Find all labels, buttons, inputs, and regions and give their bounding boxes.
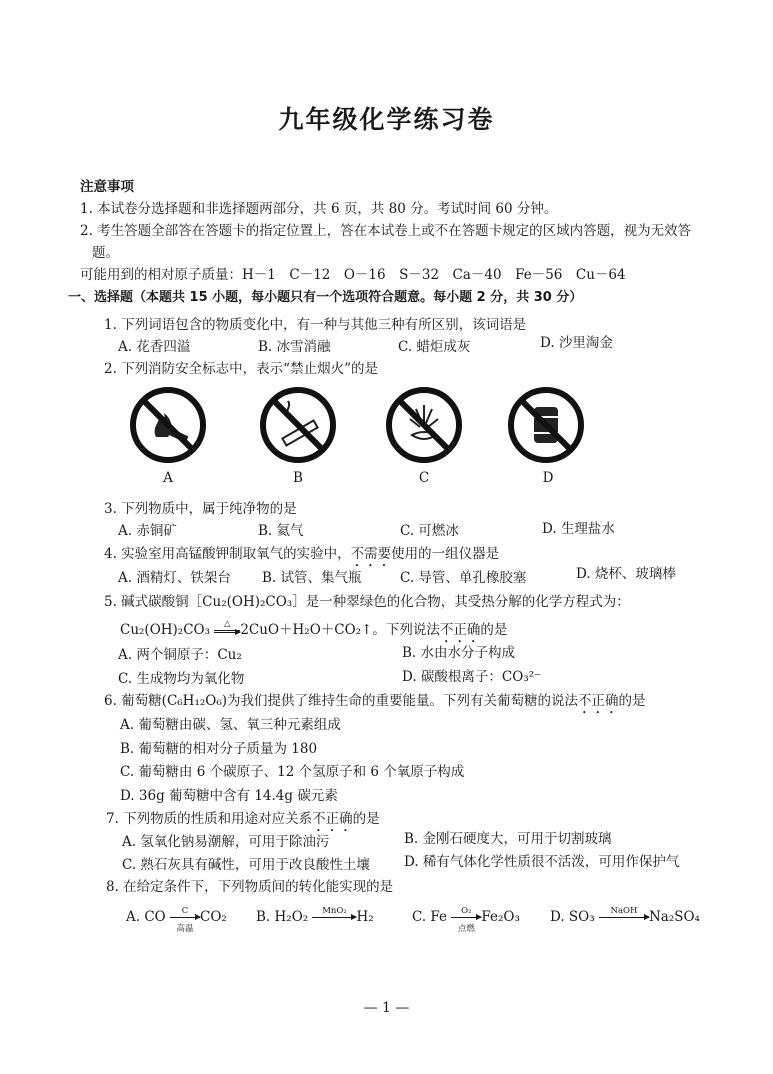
reaction-arrow-b: MnO₂ [312, 912, 356, 924]
page-number: — 1 — [363, 1000, 410, 1016]
question-7-stem: 7. 下列物质的性质和用途对应关系不正确的是 [106, 811, 380, 827]
q4-option-d: D. 烧杯、玻璃棒 [576, 566, 676, 582]
sign-label-a: A [163, 470, 173, 486]
q4-option-c: C. 导管、单孔橡胶塞 [400, 570, 527, 586]
q5-option-d: D. 碳酸根离子：CO₃²⁻ [402, 669, 542, 685]
question-3-stem: 3. 下列物质中，属于纯净物的是 [104, 501, 297, 517]
q1-option-c: C. 蜡炬成灰 [398, 339, 471, 355]
no-flame-burning-sign-icon [128, 385, 208, 465]
q1-option-d: D. 沙里淘金 [540, 335, 613, 351]
q3-option-a: A. 赤铜矿 [118, 523, 177, 539]
q8-option-c: C. Fe O₂ 点燃 Fe₂O₃ [412, 905, 520, 934]
q1-option-a: A. 花香四溢 [118, 339, 191, 355]
q6-option-c: C. 葡萄糖由 6 个碳原子、12 个氢原子和 6 个氧原子构成 [120, 764, 465, 780]
q7-option-b: B. 金刚石硬度大，可用于切割玻璃 [404, 831, 612, 847]
q5-equation: Cu₂(OH)₂CO₃ △ 2CuO＋H₂O＋CO₂↑。下列说法不正确的是 [120, 618, 508, 638]
q4-option-b: B. 试管、集气瓶 [262, 570, 362, 586]
q3-option-c: C. 可燃冰 [400, 523, 459, 539]
atomic-masses: 可能用到的相对原子质量：H－1 C－12 O－16 S－32 Ca－40 Fe－56 Cu－64 [80, 267, 626, 283]
q8-option-d: D. SO₃ NaOH Na₂SO₄ [550, 905, 700, 925]
q6-option-a: A. 葡萄糖由碳、氢、氧三种元素组成 [120, 717, 341, 733]
q3-option-b: B. 氦气 [258, 523, 304, 539]
q3-option-d: D. 生理盐水 [542, 521, 615, 537]
q6-option-d: D. 36g 葡萄糖中含有 14.4g 碳元素 [120, 788, 338, 804]
q8-option-a: A. CO C 高温 CO₂ [126, 905, 227, 934]
no-smoking-sign-icon [258, 385, 338, 465]
q5-option-b: B. 水由水分子构成 [402, 645, 516, 661]
question-2-stem: 2. 下列消防安全标志中，表示“禁止烟火”的是 [104, 361, 378, 377]
sign-label-c: C [418, 470, 430, 486]
reaction-arrow-c: O₂ 点燃 [451, 912, 481, 924]
q5-option-a: A. 两个铜原子：Cu₂ [118, 647, 242, 663]
no-fireworks-sign-icon [384, 385, 464, 465]
q4-option-a: A. 酒精灯、铁架台 [118, 570, 231, 586]
notice-item-1: 1. 本试卷分选择题和非选择题两部分，共 6 页，共 80 分。考试时间 60 分钟。 [80, 201, 558, 217]
heat-arrow: △ [214, 625, 240, 637]
question-6-stem: 6. 葡萄糖(C₆H₁₂O₆)为我们提供了维持生命的重要能量。下列有关葡萄糖的说法不正确的是 [104, 693, 646, 709]
reaction-arrow-a: C 高温 [170, 912, 200, 924]
sign-label-b: B [293, 470, 303, 486]
question-8-stem: 8. 在给定条件下，下列物质间的转化能实现的是 [106, 879, 394, 895]
q7-option-d: D. 稀有气体化学性质很不活泼，可用作保护气 [404, 854, 680, 870]
page-title: 九年级化学练习卷 [278, 105, 495, 134]
sign-label-d: D [542, 470, 554, 486]
notice-item-2: 2. 考生答题全部答在答题卡的指定位置上，答在本试卷上或不在答题卡规定的区域内答题，视为无效答 [80, 223, 692, 239]
question-5-stem: 5. 碱式碳酸铜［Cu₂(OH)₂CO₃］是一种翠绿色的化合物，其受热分解的化学方程式为： [104, 594, 630, 610]
question-4-stem: 4. 实验室用高锰酸钾制取氧气的实验中，不需要使用的一组仪器是 [104, 546, 500, 562]
question-1-stem: 1. 下列词语包含的物质变化中，有一种与其他三种有所区别，该词语是 [104, 317, 527, 333]
q8-option-b: B. H₂O₂ MnO₂ H₂ [256, 905, 374, 925]
reaction-arrow-d: NaOH [599, 912, 649, 924]
notice-item-2-cont: 题。 [92, 245, 119, 261]
q1-option-b: B. 冰雪消融 [258, 339, 331, 355]
q6-option-b: B. 葡萄糖的相对分子质量为 180 [120, 741, 318, 757]
q7-option-a: A. 氢氧化钠易潮解，可用于除油污 [122, 834, 330, 850]
notice-heading: 注意事项 [80, 179, 134, 195]
q7-option-c: C. 熟石灰具有碱性，可用于改良酸性土壤 [122, 857, 370, 873]
section-heading: 一、选择题（本题共 15 小题，每小题只有一个选项符合题意。每小题 2 分，共 30 分） [68, 290, 583, 305]
no-flammable-barrel-sign-icon [506, 385, 586, 465]
q5-option-c: C. 生成物均为氧化物 [118, 671, 245, 687]
